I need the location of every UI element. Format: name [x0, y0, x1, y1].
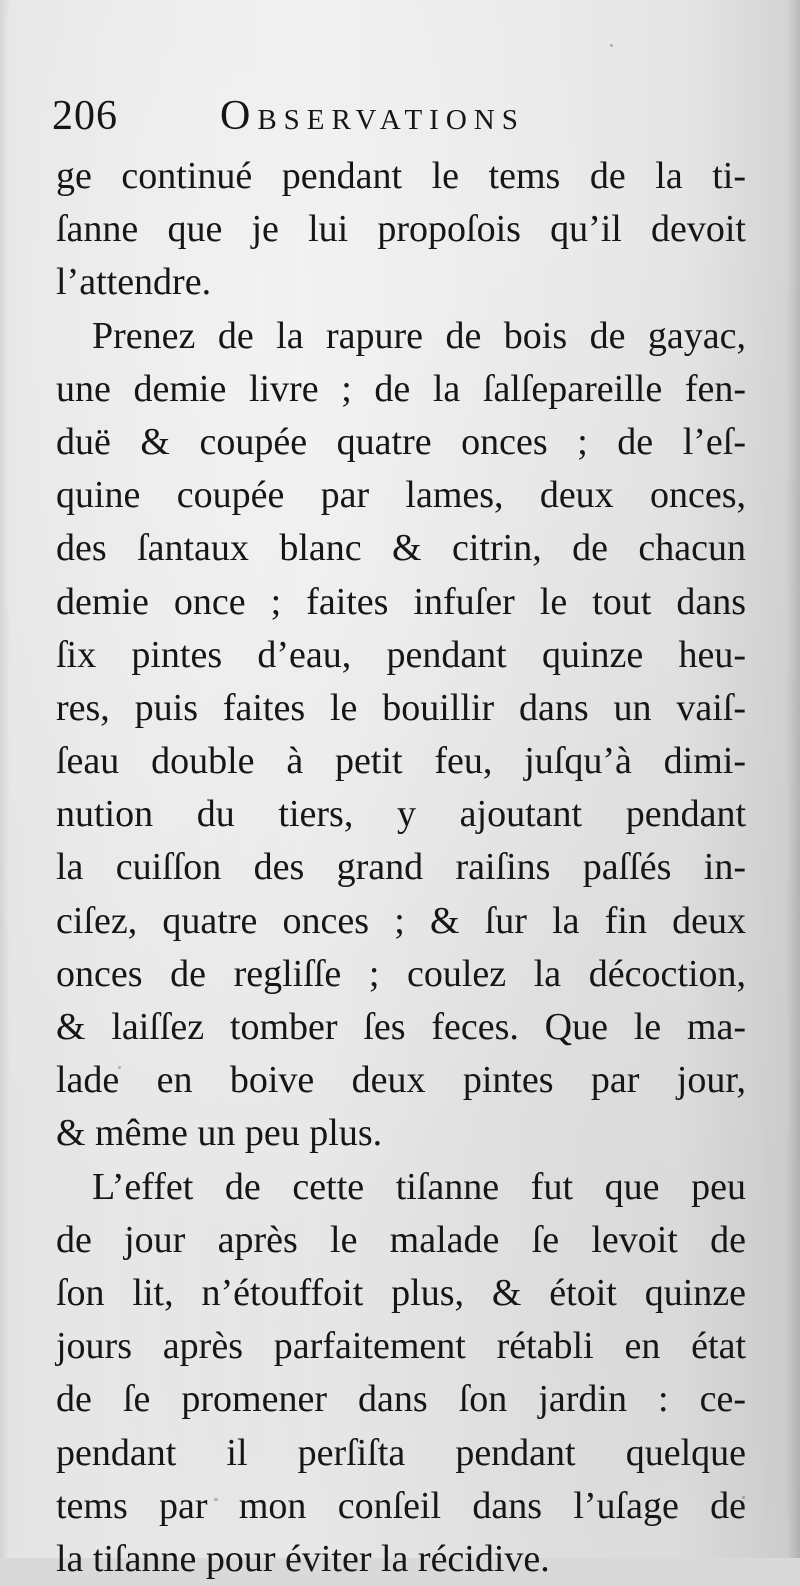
text-line: ſanne que je lui propoſois qu’il devoit [56, 208, 746, 251]
text-line: lade en boive deux pintes par jour, [56, 1059, 746, 1102]
text-line: des ſantaux blanc & citrin, de chacun [56, 527, 746, 570]
text-line: onces de regliſſe ; coulez la décoction, [56, 952, 746, 995]
text-line: res, puis faites le bouillir dans un vaiſ- [56, 686, 746, 729]
page-edge-right [786, 0, 800, 1558]
text-line: duë & coupée quatre onces ; de l’eſ- [56, 420, 746, 463]
text-line: ge continué pendant le tems de la ti- [56, 155, 746, 197]
page-header [52, 92, 752, 152]
text-line: ſix pintes d’eau, pendant quinze heu- [56, 633, 746, 676]
text-line: la cuiſſon des grand raiſins paſſés in- [56, 846, 746, 889]
page-number: 206 [52, 93, 118, 139]
text-line: quine coupée par lames, deux onces, [56, 474, 746, 517]
text-line: une demie livre ; de la ſalſepareille fen- [56, 367, 746, 410]
page-edge-left [0, 0, 10, 1558]
text-line: pendant il perſiſta pendant quelque [56, 1431, 746, 1474]
text-line: demie once ; faites infuſer le tout dans [56, 580, 746, 623]
text-line: & laiſſez tomber ſes feces. Que le ma- [56, 1006, 746, 1048]
text-line: & même un peu plus. [56, 1112, 383, 1155]
text-line: nution du tiers, y ajoutant pendant [56, 793, 746, 836]
paragraph-start-line: L’effet de cette tiſanne fut que peu [92, 1165, 746, 1208]
text-line: ciſez, quatre onces ; & ſur la fin deux [56, 899, 746, 942]
text-line: ſon lit, n’étouffoit plus, & étoit quinze [56, 1271, 746, 1314]
text-line: de jour après le malade ſe levoit de [56, 1218, 746, 1261]
ink-speck [214, 1498, 218, 1501]
text-line: tems par mon conſeil dans l’uſage de [56, 1484, 746, 1527]
paragraph-start-line: Prenez de la rapure de bois de gayac, [92, 314, 746, 357]
running-head: Observations [220, 93, 525, 139]
text-line: la tiſanne pour éviter la récidive. [56, 1537, 550, 1580]
ink-speck [610, 44, 613, 47]
body-text [56, 150, 746, 1586]
ink-speck [118, 1066, 121, 1069]
text-line: de ſe promener dans ſon jardin : ce- [56, 1378, 746, 1421]
text-line: l’attendre. [56, 261, 212, 304]
ink-speck [742, 1496, 745, 1499]
text-line: jours après parfaitement rétabli en état [56, 1325, 746, 1368]
text-line: ſeau double à petit feu, juſqu’à dimi- [56, 740, 746, 783]
